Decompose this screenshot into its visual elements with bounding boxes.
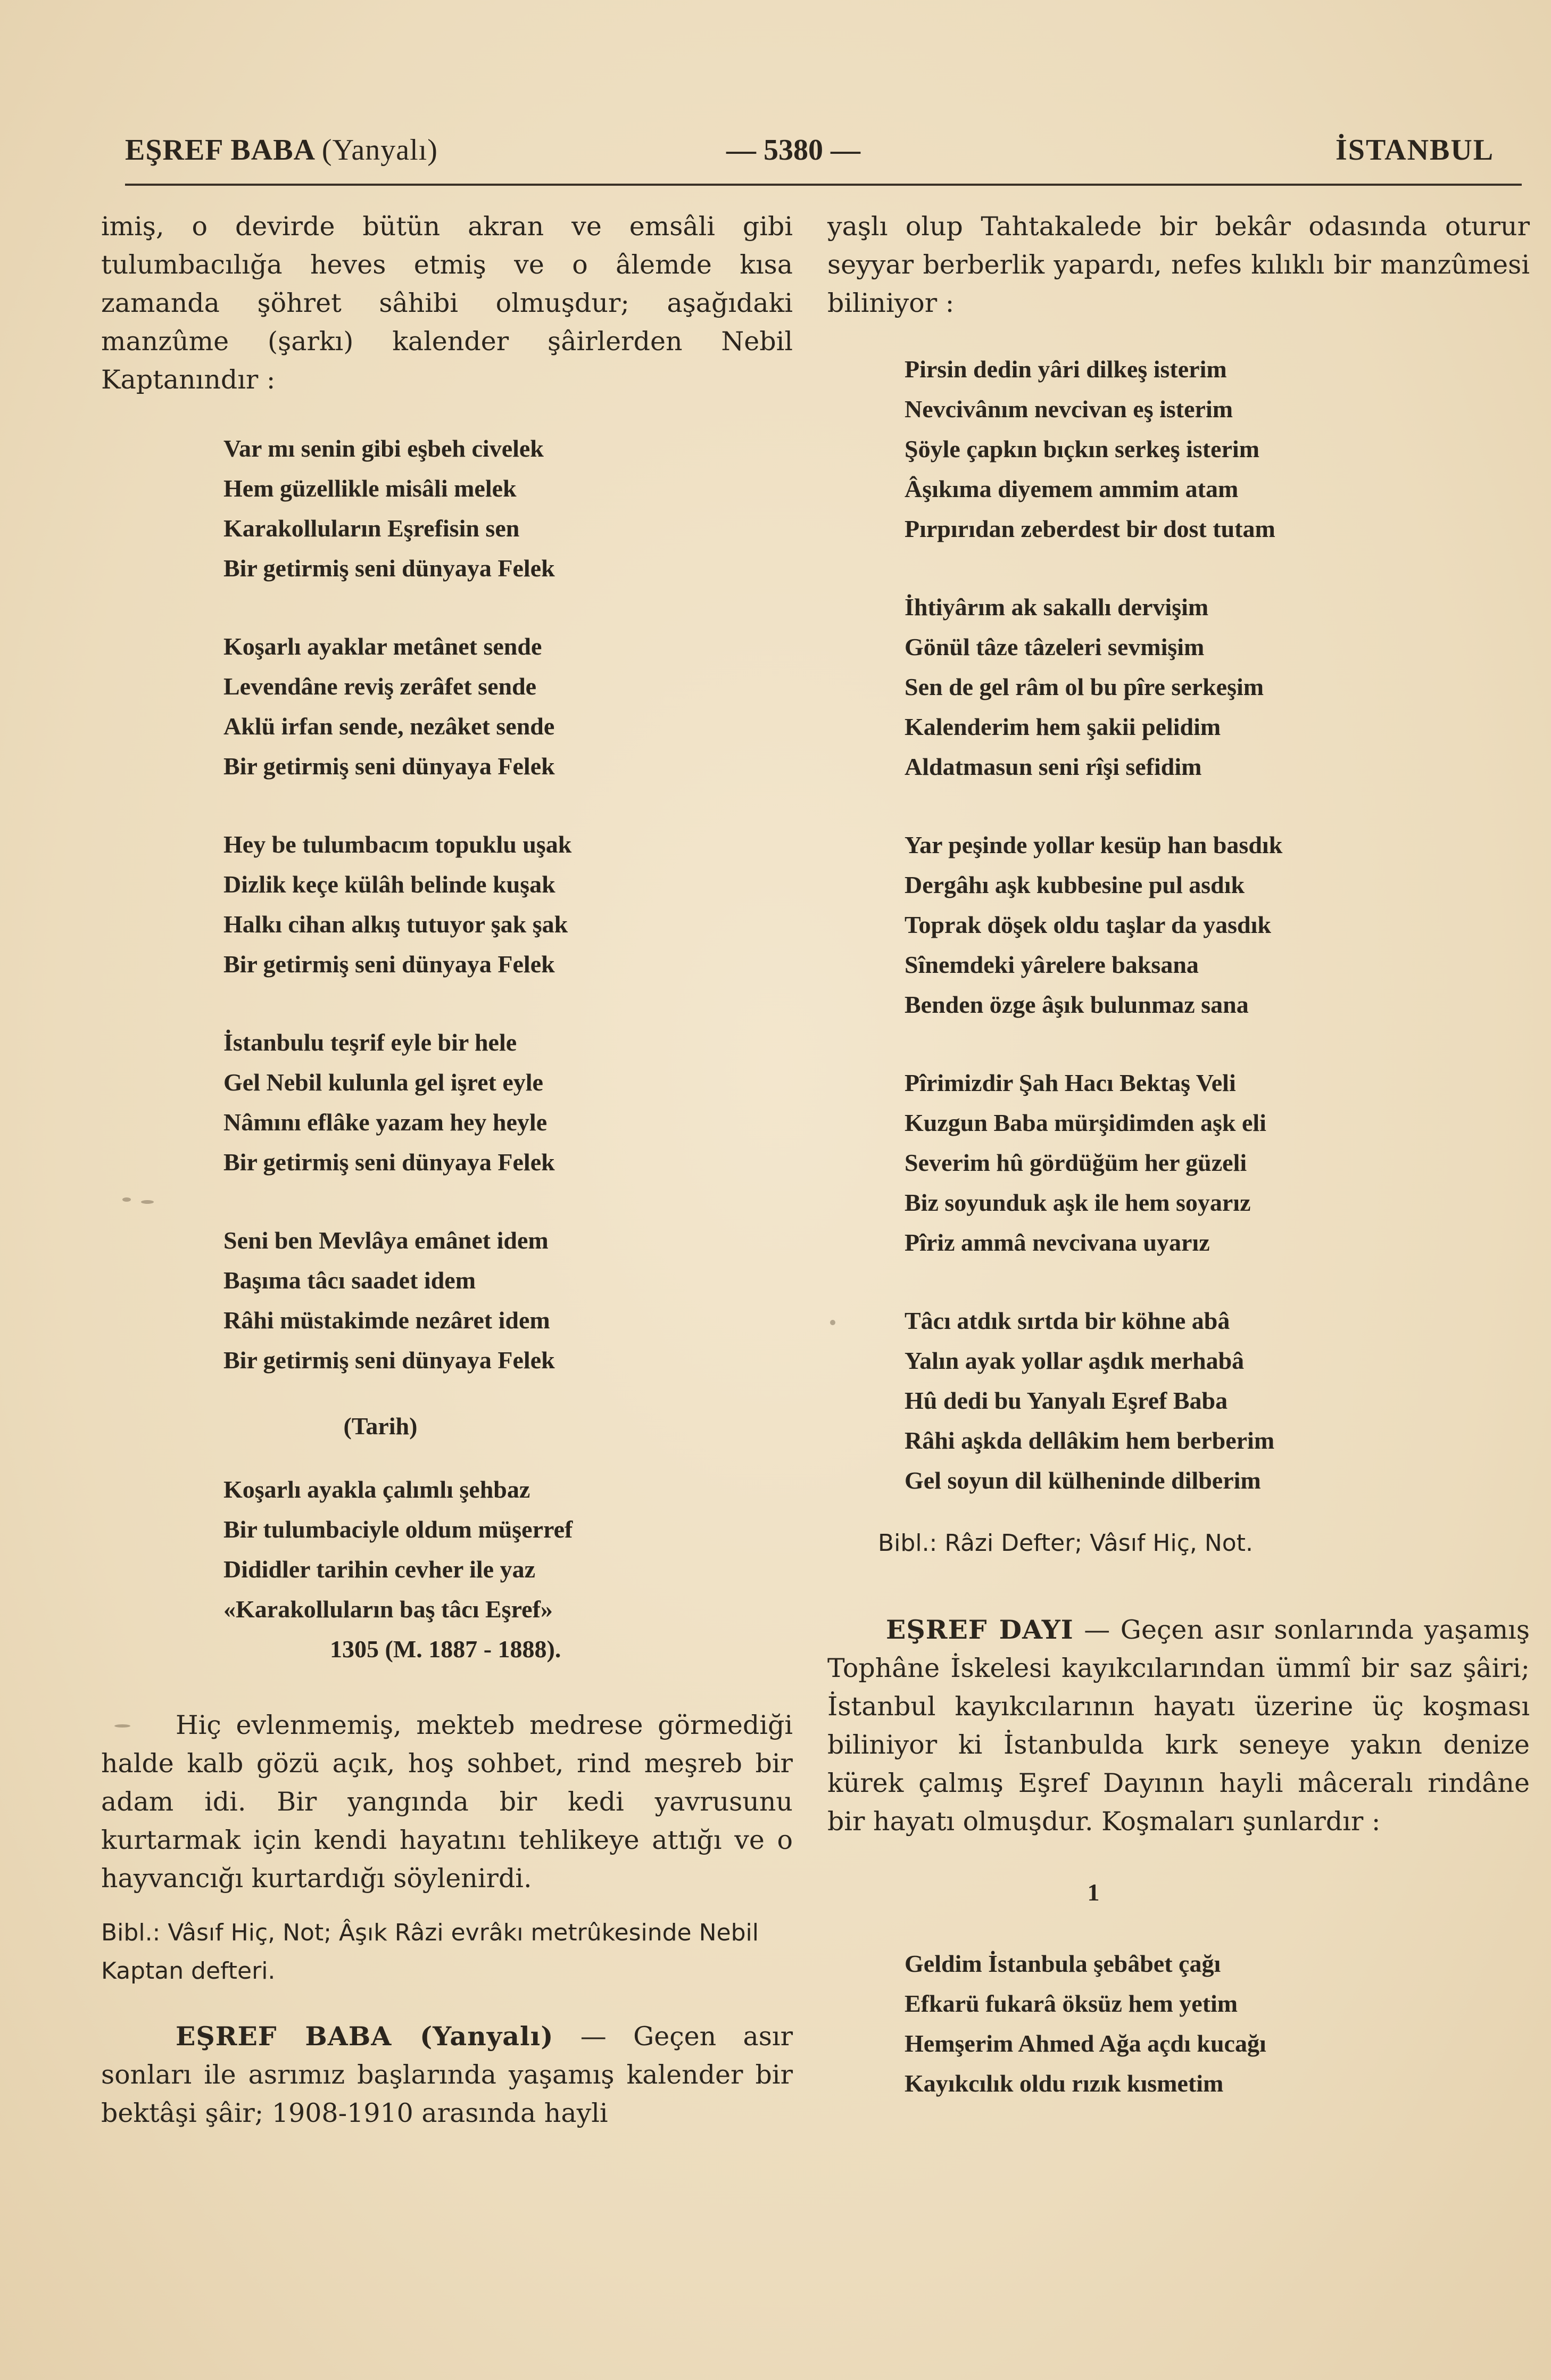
verse-line: Pîriz ammâ nevcivana uyarız (905, 1229, 1210, 1256)
verse-line: Gel Nebil kulunla gel işret eyle (223, 1069, 543, 1096)
running-header (0, 0, 1551, 202)
verse-line: Seni ben Mevlâya emânet idem (223, 1227, 549, 1254)
verse-line: İhtiyârım ak sakallı dervişim (905, 593, 1209, 621)
verse-line: Levendâne reviş zerâfet sende (223, 673, 537, 700)
right-stanza-3 (905, 825, 1530, 1024)
verse-line: Bir getirmiş seni dünyaya Felek (223, 1148, 555, 1176)
verse-line: Kalenderim hem şakii pelidim (905, 713, 1221, 740)
entry-esref-dayi (827, 1610, 1530, 1841)
right-intro-paragraph: yaşlı olup Tahtakalede bir bekâr odasında oturur seyyar berberlik yapardı, nefes kılıklı bir manzûmesi biliniyor : (827, 211, 1530, 318)
tarih-date: 1305 (M. 1887 - 1888). (330, 1635, 561, 1663)
verse-line: Aklü irfan sende, nezâket sende (223, 713, 555, 740)
left-stanza-5 (223, 1220, 793, 1380)
right-stanza-1 (905, 349, 1530, 549)
verse-line: Koşarlı ayakla çalımlı şehbaz (223, 1476, 530, 1503)
verse-line: Karakolluların Eşrefisin sen (223, 515, 520, 542)
verse-line: Kuzgun Baba mürşidimden aşk eli (905, 1109, 1266, 1136)
verse-line: «Karakolluların baş tâcı Eşref» (223, 1596, 553, 1623)
verse-line: Efkarü fukarâ öksüz hem yetim (905, 1990, 1238, 2017)
print-speck (141, 1200, 154, 1204)
verse-line: Geldim İstanbula şebâbet çağı (905, 1950, 1221, 1977)
verse-line: Kayıkcılık oldu rızık kısmetim (905, 2070, 1224, 2097)
page-number: — 5380 — (726, 134, 860, 167)
verse-line: Nâmını eflâke yazam hey heyle (223, 1109, 548, 1136)
header-title-sub: (Yanyalı) (321, 134, 438, 167)
left-column (101, 208, 793, 2133)
header-volume-title: İSTANBUL (1336, 134, 1495, 167)
right-stanza-2 (905, 587, 1530, 787)
verse-line: Dididler tarihin cevher ile yaz (223, 1556, 536, 1583)
entry-heading: EŞREF BABA (Yanyalı) (176, 2021, 554, 2052)
verse-line: Bir getirmiş seni dünyaya Felek (223, 951, 555, 978)
verse-line: Benden özge âşık bulunmaz sana (905, 991, 1249, 1018)
verse-line: Yar peşinde yollar kesüp han basdık (905, 831, 1283, 858)
verse-line: Aldatmasun seni rîşi sefidim (905, 753, 1202, 780)
left-stanza-3 (223, 824, 793, 984)
entry-body: — Geçen asır sonlarında yaşamış Tophâne İskelesi kayıkcılarından ümmî bir saz şâiri; İstanbul kayıkcılarının hayatı üzerine üç koşması biliniyor ki İstanbulda kırk seneye yakın denize kürek çalmış Eşref Dayının hayli mâceralı rindâne bir hayatı olmuşdur. Koşmaları şunlardır : (827, 1615, 1530, 1837)
verse-line: Biz soyunduk aşk ile hem soyarız (905, 1189, 1251, 1216)
verse-line: Dergâhı aşk kubbesine pul asdık (905, 871, 1245, 898)
verse-line: Bir getirmiş seni dünyaya Felek (223, 555, 555, 582)
verse-line: Tâcı atdık sırtda bir köhne abâ (905, 1307, 1230, 1334)
verse-line: Pirsin dedin yâri dilkeş isterim (905, 356, 1227, 383)
verse-line: Bir getirmiş seni dünyaya Felek (223, 1346, 555, 1374)
verse-line: Râhi müstakimde nezâret idem (223, 1307, 550, 1334)
verse-line: Yalın ayak yollar aşdık merhabâ (905, 1347, 1245, 1374)
tarih-stanza (223, 1469, 793, 1669)
verse-line: Dizlik keçe külâh belinde kuşak (223, 871, 555, 898)
right-column (827, 208, 1530, 2103)
final-poem (905, 1944, 1530, 2103)
verse-line: İstanbulu teşrif eyle bir hele (223, 1029, 517, 1056)
verse-line: Bir getirmiş seni dünyaya Felek (223, 753, 555, 780)
verse-line: Bir tulumbaciyle oldum müşerref (223, 1516, 573, 1543)
verse-line: Gel soyun dil külheninde dilberim (905, 1467, 1261, 1494)
verse-line: Sînemdeki yârelere baksana (905, 951, 1199, 978)
right-stanza-5 (905, 1301, 1530, 1500)
verse-line: Âşıkıma diyemem ammim atam (905, 475, 1239, 502)
left-stanza-1 (223, 428, 793, 588)
right-bibliography: Bibl.: Râzi Defter; Vâsıf Hiç, Not. (878, 1530, 1253, 1557)
verse-line: Toprak döşek oldu taşlar da yasdık (905, 911, 1271, 938)
left-stanza-4 (223, 1022, 793, 1182)
verse-line: Gönül tâze tâzeleri sevmişim (905, 633, 1205, 660)
header-rule (125, 184, 1522, 186)
print-speck (114, 1724, 130, 1728)
verse-line: Sen de gel râm ol bu pîre serkeşim (905, 673, 1264, 700)
header-entry-title (125, 133, 438, 167)
left-intro-paragraph: imiş, o devirde bütün akran ve emsâli gibi tulumbacılığa heves etmiş ve o âlemde kısa zamanda şöhret sâhibi olmuşdur; aşağıdaki manzûme (şarkı) kalender şâirlerden Nebil Kaptanındır : (101, 211, 793, 395)
poem-number: 1 (1087, 1879, 1100, 1906)
tarih-poem (223, 1469, 793, 1669)
verse-line: Koşarlı ayaklar metânet sende (223, 633, 542, 660)
verse-line: Şöyle çapkın bıçkın serkeş isterim (905, 435, 1260, 462)
verse-line: Severim hû gördüğüm her güzeli (905, 1149, 1247, 1176)
header-title-text: EŞREF BABA (125, 134, 314, 167)
left-bibliography: Bibl.: Vâsıf Hiç, Not; Âşık Râzi evrâkı metrûkesinde Nebil Kaptan defteri. (101, 1919, 759, 1985)
verse-line: Hem güzellikle misâli melek (223, 475, 517, 502)
verse-line: Hû dedi bu Yanyalı Eşref Baba (905, 1387, 1228, 1414)
verse-line: Nevcivânım nevcivan eş isterim (905, 395, 1233, 423)
verse-line: Pîrimizdir Şah Hacı Bektaş Veli (905, 1069, 1236, 1096)
tarih-label: (Tarih) (343, 1412, 418, 1440)
verse-line: Pırpırıdan zeberdest bir dost tutam (905, 515, 1275, 542)
verse-line: Râhi aşkda dellâkim hem berberim (905, 1427, 1275, 1454)
verse-line: Başıma tâcı saadet idem (223, 1267, 476, 1294)
final-stanza (905, 1944, 1530, 2103)
left-poem (223, 428, 793, 1380)
right-stanza-4 (905, 1063, 1530, 1262)
print-speck (830, 1320, 835, 1325)
left-stanza-2 (223, 626, 793, 786)
entry-heading: EŞREF DAYI (886, 1614, 1074, 1645)
print-speck (122, 1197, 131, 1202)
entry-esref-baba (101, 2017, 793, 2133)
verse-line: Hemşerim Ahmed Ağa açdı kucağı (905, 2030, 1266, 2057)
verse-line: Hey be tulumbacım topuklu uşak (223, 831, 572, 858)
right-poem (905, 349, 1530, 1500)
entry-body: — Geçen asır sonları ile asrımız başlarında yaşamış kalender bir bektâşi şâir; 1908-1910 arasında hayli (101, 2021, 793, 2128)
verse-line: Halkı cihan alkış tutuyor şak şak (223, 911, 568, 938)
left-paragraph-2: Hiç evlenmemiş, mekteb medrese görmediği halde kalb gözü açık, hoş sohbet, rind meşreb bir adam idi. Bir yangında bir kedi yavrusunu kurtarmak için kendi hayatını tehlikeye attığı ve o hayvancığı kurtardığı söylenirdi. (101, 1710, 793, 1894)
verse-line: Var mı senin gibi eşbeh civelek (223, 435, 544, 462)
